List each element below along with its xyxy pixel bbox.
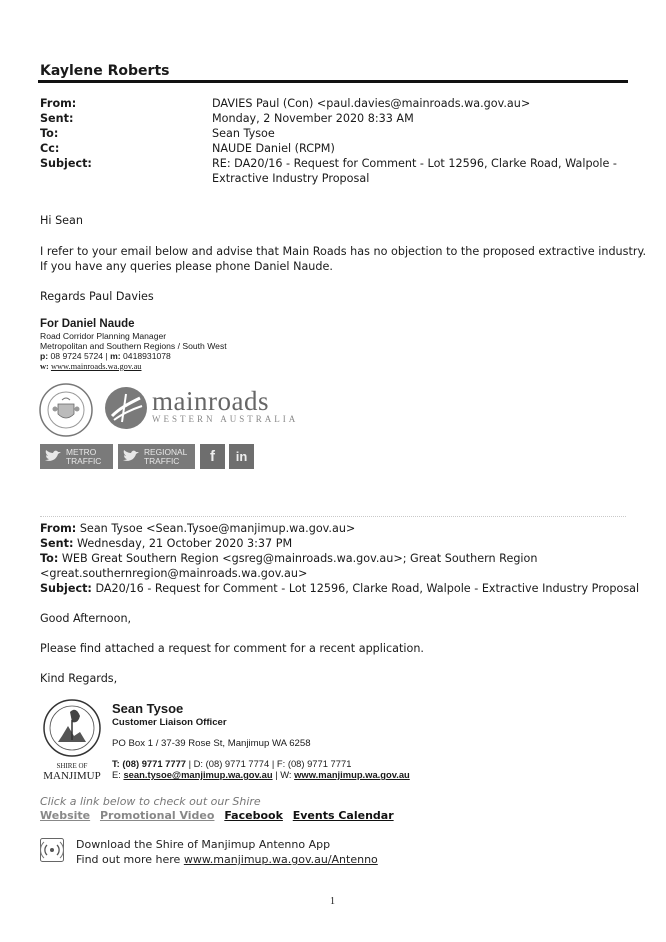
metro-label-1: METRO <box>66 447 97 457</box>
shire-cta: Click a link below to check out our Shire <box>40 795 261 808</box>
t-label: T: <box>112 758 120 769</box>
signature-phones: p: 08 9724 5724 | m: 0418931078 <box>40 351 171 361</box>
mainroads-logo-icon <box>104 386 148 430</box>
shire-sig-title: Customer Liaison Officer <box>112 717 227 728</box>
wa-government-crest-icon <box>38 382 94 438</box>
sent-label: Sent: <box>40 112 74 125</box>
signature-web <box>40 362 142 371</box>
shire-links <box>40 809 400 822</box>
reply-signoff: Regards Paul Davies <box>40 290 154 303</box>
fw-line-1: Please find attached a request for comment for a recent application. <box>40 642 424 655</box>
subject-label: Subject: <box>40 157 92 170</box>
link-events-calendar[interactable]: Events Calendar <box>292 809 394 822</box>
phone-label: p: <box>40 351 49 361</box>
fw-subject <box>40 581 639 596</box>
divider <box>40 516 626 517</box>
regional-traffic-button[interactable] <box>118 444 195 469</box>
subject-value: RE: DA20/16 - Request for Comment - Lot 12596, Clarke Road, Walpole - Extractive Industry Proposal <box>212 157 617 185</box>
app-line-2 <box>76 853 378 866</box>
from-value: DAVIES Paul (Con) <paul.davies@mainroads.wa.gov.au> <box>212 97 531 110</box>
shire-logo-top: SHIRE OF <box>56 762 88 770</box>
metro-label-2: TRAFFIC <box>66 456 102 466</box>
fw-to-label: To: <box>40 552 59 565</box>
fw-from-label: From: <box>40 522 77 535</box>
from-label: From: <box>40 97 77 110</box>
regional-label-2: TRAFFIC <box>144 456 180 466</box>
shire-sig-address: PO Box 1 / 37-39 Rose St, Manjimup WA 6258 <box>112 738 311 749</box>
cc-label: Cc: <box>40 142 60 155</box>
fw-greeting: Good Afternoon, <box>40 612 132 625</box>
signature-region: Metropolitan and Southern Regions / South West <box>40 341 227 351</box>
twitter-bird-icon <box>44 449 62 464</box>
link-promotional-video[interactable]: Promotional Video <box>99 809 215 822</box>
website-link[interactable]: www.manjimup.wa.gov.au <box>294 769 410 780</box>
fw-signoff: Kind Regards, <box>40 672 118 685</box>
fw-from-value: Sean Tysoe <Sean.Tysoe@manjimup.wa.gov.au> <box>79 522 356 535</box>
page-number: 1 <box>330 896 335 907</box>
reply-line-2: If you have any queries please phone Daniel Naude. <box>40 260 333 273</box>
twitter-bird-icon <box>122 449 140 464</box>
mobile-value: 0418931078 <box>123 351 171 361</box>
signature-for-name: For Daniel Naude <box>40 318 135 330</box>
fw-from <box>40 521 355 536</box>
fw-sent-label: Sent: <box>40 537 74 550</box>
to-value: Sean Tysoe <box>212 127 275 140</box>
email-link[interactable]: sean.tysoe@manjimup.wa.gov.au <box>123 769 273 780</box>
app-line-1: Download the Shire of Manjimup Antenno App <box>76 838 331 851</box>
metro-traffic-button[interactable] <box>40 444 113 469</box>
e-label: E: <box>112 769 121 780</box>
linkedin-icon[interactable]: in <box>229 444 254 469</box>
shire-logo-bottom: MANJIMUP <box>43 770 101 782</box>
antenno-link[interactable]: www.manjimup.wa.gov.au/Antenno <box>183 853 378 866</box>
regional-label-1: REGIONAL <box>144 447 188 457</box>
signature-title: Road Corridor Planning Manager <box>40 331 167 341</box>
fw-sent-value: Wednesday, 21 October 2020 3:37 PM <box>77 537 293 550</box>
fw-sent <box>40 536 292 551</box>
web-label: w: <box>40 362 49 371</box>
w-label: | W: <box>275 769 292 780</box>
shire-of-manjimup-logo-icon <box>40 696 104 782</box>
reply-line-1: I refer to your email below and advise that Main Roads has no objection to the proposed extractive industry. <box>40 245 647 258</box>
phone-value: 08 9724 5724 <box>50 351 104 361</box>
app-line-2-prefix: Find out more here <box>76 853 181 866</box>
antenno-app-icon <box>40 838 64 862</box>
document-owner: Kaylene Roberts <box>40 63 170 79</box>
link-facebook[interactable]: Facebook <box>224 809 283 822</box>
web-link[interactable]: www.mainroads.wa.gov.au <box>50 362 142 371</box>
fw-to <box>40 551 537 566</box>
d-part: | D: (08) 9771 7774 | F: (08) 9771 7771 <box>188 758 352 769</box>
shire-sig-contact <box>112 758 410 780</box>
cc-value: NAUDE Daniel (RCPM) <box>212 142 335 155</box>
fw-to-value-2: <great.southernregion@mainroads.wa.gov.au> <box>40 567 308 580</box>
sent-value: Monday, 2 November 2020 8:33 AM <box>212 112 414 125</box>
fw-to-value-1: WEB Great Southern Region <gsreg@mainroads.wa.gov.au>; Great Southern Region <box>61 552 538 565</box>
facebook-icon[interactable]: f <box>200 444 225 469</box>
mainroads-wordmark: mainroads <box>152 386 269 416</box>
link-website[interactable]: Website <box>40 809 91 822</box>
mainroads-subtitle: WESTERN AUSTRALIA <box>152 414 299 424</box>
header-rule <box>38 80 628 83</box>
fw-subject-value: DA20/16 - Request for Comment - Lot 12596, Clarke Road, Walpole - Extractive Industry Proposal <box>95 582 640 595</box>
fw-subject-label: Subject: <box>40 582 92 595</box>
reply-greeting: Hi Sean <box>40 214 84 227</box>
to-label: To: <box>40 127 59 140</box>
mobile-label: m: <box>110 351 121 361</box>
t-value: (08) 9771 7777 <box>122 758 187 769</box>
shire-sig-name: Sean Tysoe <box>112 701 184 716</box>
